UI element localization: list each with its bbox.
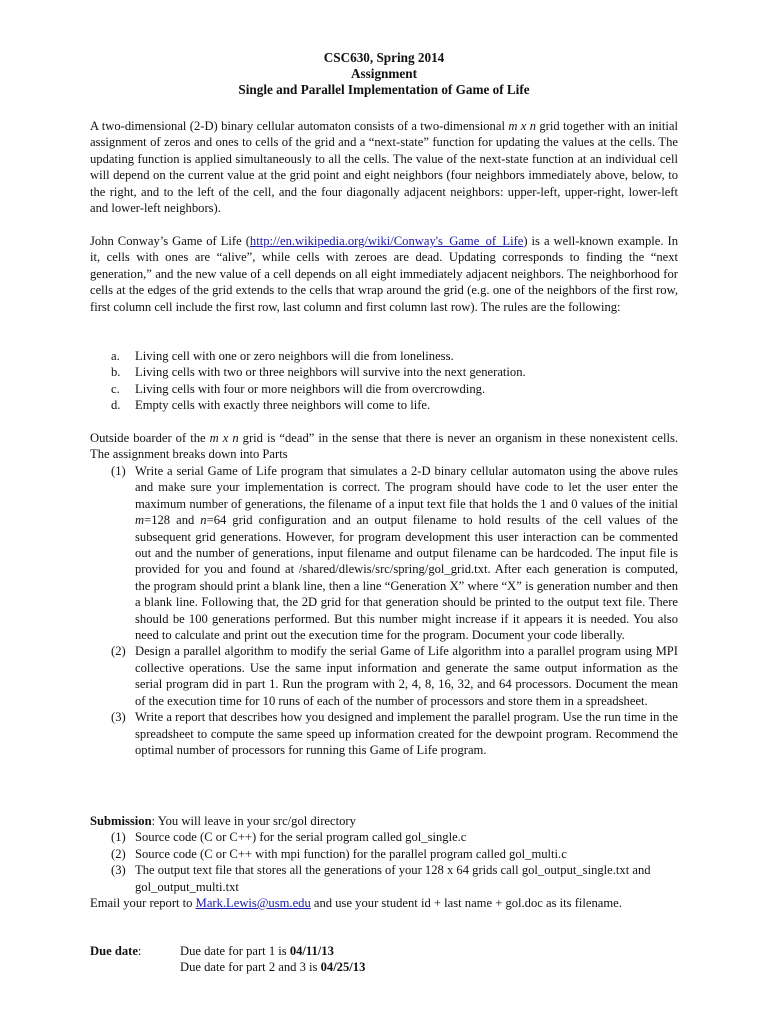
text-span: Email your report to [90,896,196,911]
text-span: : You will leave in your src/gol directory [151,814,356,828]
rule-item [111,397,671,413]
item-text: Source code (C or C++) for the serial program called gol_single.c [135,830,467,845]
item-text: The output text file that stores all the generations of your 128 x 64 grids call gol_output_single.txt and gol_output_multi.txt [135,863,651,894]
grid-dimensions: m x n [508,119,537,133]
text-span: Due date for part 2 and 3 is [180,960,321,975]
due-row [90,959,590,975]
rule-label: d. [111,398,121,413]
item-number: (1) [111,830,126,845]
part-number: (3) [111,710,126,725]
submission-item [111,846,690,862]
due-line-2 [180,959,365,975]
text-span: grid is “dead” in the sense that there is never an organism in these nonexistent cells. The assignment breaks down into Parts [90,431,679,462]
part-text: Write a report that describes how you designed and implement the parallel program. Use the run time in the spreadsheet to compute the same speed up information created for the dewpoint program. Recommend the optimal number of processors for running this Game of Life program. [135,710,678,757]
due-label-text: Due date [90,944,138,958]
course-title: CSC630, Spring 2014 [323,50,445,65]
item-number: (2) [111,846,126,861]
text-span: ) is a well-known example. In it, cells with ones are “alive”, while cells with zeroes are dead. Updating corresponds to finding the “next generation,” and the new value of a cell depends on all eight immediately adjacent neighbors. The neighborhood for cells at the edges of the grid extends to the cells that wrap around the grid (e.g. one of the neighbors of the first row, first column cell include the first row, last column and first column last row). The rules are the following: [90,234,678,314]
var-m: m [135,513,145,528]
conway-paragraph [90,233,678,315]
due-date-1: 04/11/13 [289,944,334,958]
text-span: John Conway’s Game of Life ( [90,234,250,248]
submission-intro [90,813,690,829]
part-number: (2) [111,644,126,659]
text-span: Due date for part 1 is [180,944,290,958]
item-number: (3) [111,863,126,878]
due-date-2: 04/25/13 [320,960,366,975]
part-text: Design a parallel algorithm to modify the serial Game of Life algorithm into a parallel program using MPI collective operations. Use the same input information and generate the same output information as the serial program did in part 1. Run the program with 2, 4, 8, 16, 32, and 64 processors. Document the mean of the execution time for 10 runs of each of the number of processors and store them in a spreadsheet. [135,644,678,708]
item-text: Source code (C or C++ with mpi function) for the parallel program called gol_multi.c [135,846,567,861]
submission-item [111,862,690,895]
rule-text: Living cell with one or zero neighbors will die from loneliness. [135,349,454,363]
part-item [111,463,678,643]
text-span: Outside boarder of the [90,431,210,445]
rule-text: Living cells with four or more neighbors will die from overcrowding. [135,381,486,396]
submission-item [111,829,690,845]
email-line [90,895,690,911]
text-span: =128 and [144,513,201,528]
text-span: A two-dimensional (2-D) binary cellular automaton consists of a two-dimensional [90,119,509,133]
document-header [0,50,768,98]
due-colon: : [137,944,142,958]
rule-item [111,348,671,364]
intro-paragraph [90,118,678,216]
rule-label: b. [111,365,121,380]
due-line-1 [180,943,334,959]
parts-list [111,463,678,758]
text-span: =64 grid configuration and an output filename to hold results of the cell values of the subsequent grid generations. However, for program development this user interaction can be commented out and the number of generations, input filename and output filename can be hardcoded. The input file is provided for you and found at /shared/dlewis/src/spring/gol_grid.txt. After each generation is computed, the program should print a blank line, then a line “Generation X” where “X” is generation number and then a blank line. Following that, the 2D grid for that generation should be printed to the output text file. There should be 100 generations performed. But this number might increase if it appears it is needed. You also need to calculate and print out the execution time for the program. Document your code liberally. [135,513,678,643]
text-span: grid together with an initial assignment of zeros and ones to cells of the grid and a “next-state” function for updating the values at the cells. The updating function is applied simultaneously to all the cells. The value of the next-state function at an individual cell will depend on the current value at the grid point and eight neighbors (four neighbors immediately above, below, to the right, and to the left of the cell, and the four diagonally adjacent neighbors: upper-left, upper-right, lower-left and lower-left neighbors). [90,119,679,216]
rule-label: a. [111,349,120,363]
rule-text: Living cells with two or three neighbors will survive into the next generation. [135,365,526,380]
part-item [111,709,678,758]
part-text [135,463,678,643]
part-item [111,643,678,709]
due-label-spacer [90,959,180,975]
submission-label: Submission [90,814,152,828]
due-date-section [90,943,590,976]
rule-text: Empty cells with exactly three neighbors will come to life. [135,398,431,413]
rule-item [111,364,671,380]
assignment-title: Single and Parallel Implementation of Game of Life [238,82,530,97]
rule-item [111,381,671,397]
due-row [90,943,590,959]
rule-label: c. [111,381,120,396]
doc-type: Assignment [351,66,417,81]
rules-list [111,348,671,414]
var-n: n [200,513,207,528]
text-span: Write a serial Game of Life program that simulates a 2-D binary cellular automaton using the above rules and make sure your implementation is correct. The program should have code to let the user enter the maximum number of generations, the filename of a input text file that holds the 1 and 0 values of the initial [135,464,678,511]
submission-section [90,813,690,911]
wikipedia-link[interactable]: http://en.wikipedia.org/wiki/Conway's_Game_of_Life [249,234,524,248]
due-label [90,943,180,959]
text-span: and use your student id + last name + gol.doc as its filename. [310,896,622,911]
part-number: (1) [111,464,126,478]
submission-list [111,829,690,895]
grid-dimensions: m x n [209,431,239,445]
border-paragraph [90,430,678,463]
email-link[interactable]: Mark.Lewis@usm.edu [195,896,311,911]
